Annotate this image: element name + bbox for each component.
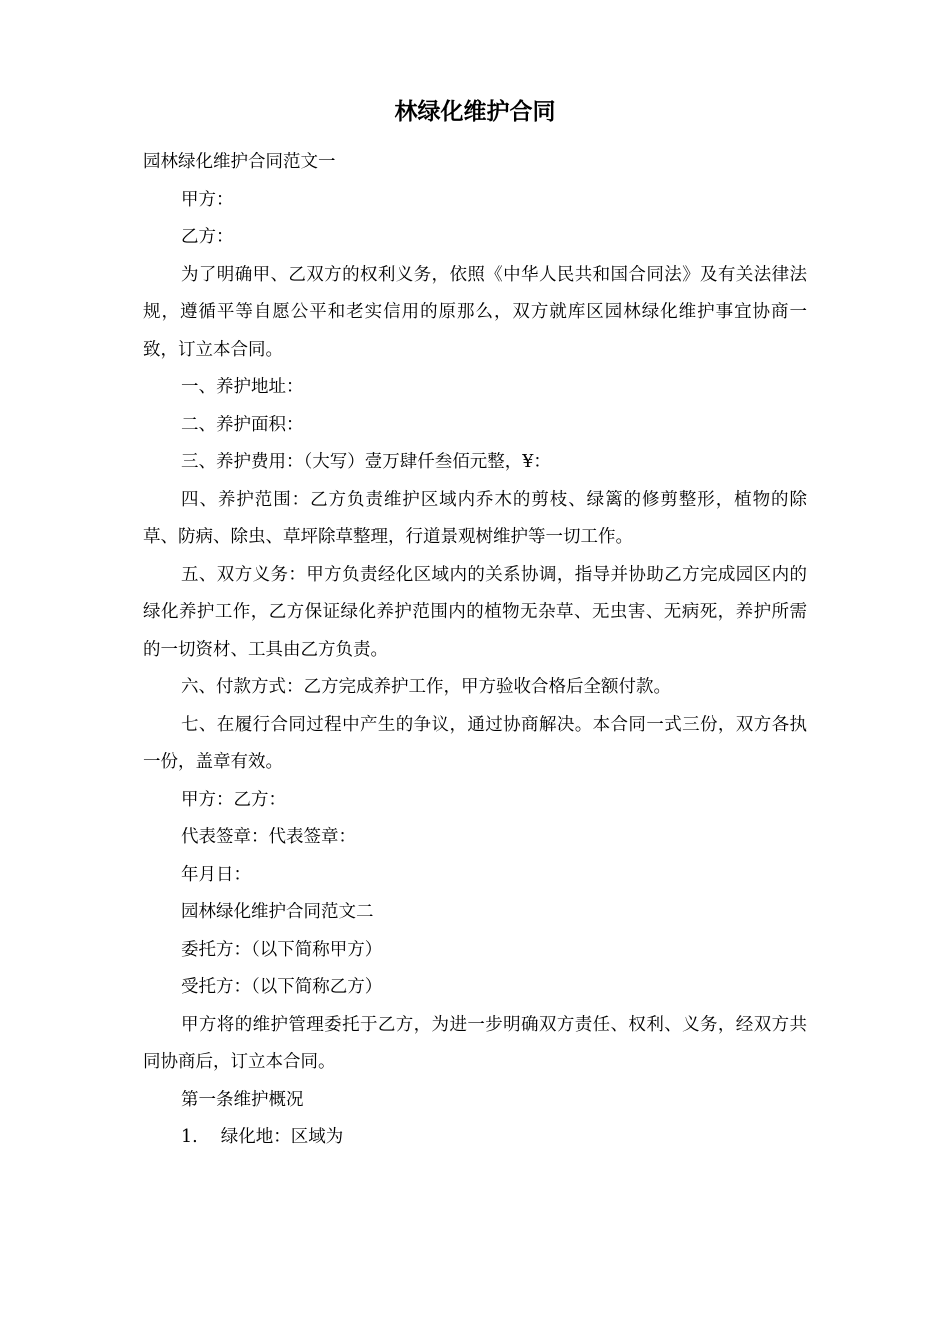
paragraph: 甲方：乙方： <box>181 789 286 810</box>
paragraph: 二、养护面积： <box>181 414 304 435</box>
paragraph: 一、养护地址： <box>181 377 304 397</box>
paragraph: 第一条维护概况 <box>181 1089 304 1110</box>
paragraph: 甲方： <box>181 189 234 210</box>
paragraph: 为了明确甲、乙双方的权利义务，依照《中华人民共和国合同法》及有关法律法规，遵循平等自愿公平和老实信用的原那么，双方就库区园林绿化维护事宜协商一致，订立本合同。 <box>143 264 807 360</box>
paragraph: 四、养护范围：乙方负责维护区域内乔木的剪枝、绿篱的修剪整形，植物的除草、防病、除虫、草坪除草整理，行道景观树维护等一切工作。 <box>143 489 807 547</box>
paragraph: 代表签章：代表签章： <box>181 827 356 847</box>
document-body <box>143 144 807 1157</box>
paragraph: 乙方： <box>181 227 234 247</box>
paragraph: 园林绿化维护合同范文二 <box>181 902 374 922</box>
paragraph: 六、付款方式：乙方完成养护工作，甲方验收合格后全额付款。 <box>181 677 671 697</box>
paragraph: 五、双方义务：甲方负责经化区域内的关系协调，指导并协助乙方完成园区内的绿化养护工作，乙方保证绿化养护范围内的植物无杂草、无虫害、无病死，养护所需的一切资材、工具由乙方负责。 <box>143 564 807 660</box>
paragraph: 受托方：（以下简称乙方） <box>181 977 383 997</box>
paragraph: 委托方：（以下简称甲方） <box>181 939 383 960</box>
paragraph: 年月日： <box>181 864 251 885</box>
paragraph: 七、在履行合同过程中产生的争议，通过协商解决。本合同一式三份，双方各执一份，盖章有效。 <box>143 714 807 772</box>
document-title: 林绿化维护合同 <box>394 99 556 125</box>
paragraph: 甲方将的维护管理委托于乙方，为进一步明确双方责任、权利、义务，经双方共同协商后，订立本合同。 <box>143 1014 807 1072</box>
paragraph: 三、养护费用：（大写）壹万肆仟叁佰元整，¥： <box>181 452 551 472</box>
paragraph: 1. 绿化地：区域为 <box>181 1127 344 1147</box>
paragraph: 园林绿化维护合同范文一 <box>143 152 336 172</box>
